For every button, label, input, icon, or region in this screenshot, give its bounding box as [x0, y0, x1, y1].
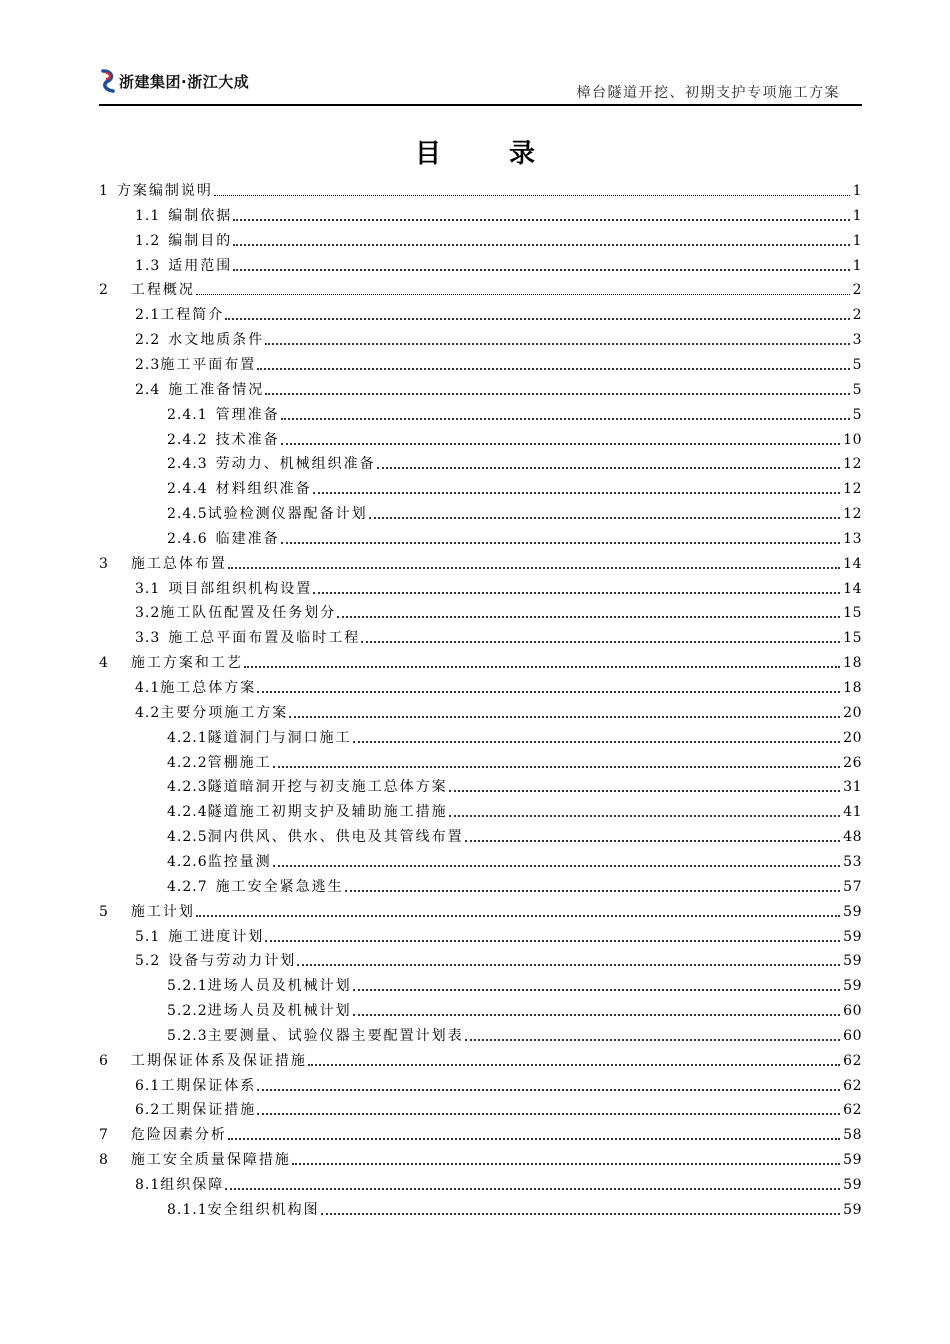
toc-entry[interactable]: [99, 200, 862, 225]
toc-entry[interactable]: [99, 548, 862, 573]
toc-entry-label: 工期保证体系: [160, 1077, 257, 1094]
toc-entry-label: 编制目的: [168, 232, 233, 249]
toc-dot-leader: [361, 641, 840, 643]
toc-entry-number: 4: [99, 655, 109, 672]
toc-entry-label: 主要分项施工方案: [160, 704, 289, 721]
toc-entry-number: 8.1.1: [167, 1201, 208, 1218]
toc-entry-number: 1: [99, 183, 109, 199]
toc-entry-page: 59: [843, 1152, 862, 1169]
page-header: [99, 64, 862, 106]
toc-entry[interactable]: [99, 225, 862, 250]
toc-entry[interactable]: [99, 597, 862, 622]
toc-entry[interactable]: [99, 1020, 862, 1045]
toc-entry-page: 62: [843, 1102, 862, 1119]
toc-entry-number: 3.1: [135, 580, 161, 597]
toc-dot-leader: [345, 890, 841, 892]
toc-entry-label: 劳动力、机械组织准备: [215, 456, 376, 473]
toc-entry-page: 48: [843, 829, 862, 846]
toc-entry-number: 3.3: [135, 630, 161, 647]
toc-entry[interactable]: [99, 747, 862, 772]
toc-dot-leader: [281, 418, 850, 420]
toc-entry[interactable]: [99, 448, 862, 473]
toc-entry-page: 53: [843, 853, 862, 870]
toc-entry-label: 工期保证体系及保证措施: [130, 1052, 307, 1069]
toc-entry-page: 57: [843, 878, 862, 895]
toc-entry[interactable]: [99, 1194, 862, 1219]
toc-entry[interactable]: [99, 647, 862, 672]
toc-dot-leader: [353, 1014, 841, 1016]
toc-dot-leader: [196, 294, 850, 295]
toc-dot-leader: [353, 989, 841, 991]
toc-dot-leader: [233, 269, 849, 271]
toc-entry[interactable]: [99, 349, 862, 374]
toc-entry-label: 施工总体布置: [130, 555, 227, 572]
toc-dot-leader: [308, 1064, 840, 1066]
toc-entry-label: 适用范围: [168, 257, 233, 274]
toc-entry-number: 4.2.6: [167, 853, 208, 870]
toc-entry-label: 施工安全紧急逃生: [215, 878, 344, 895]
toc-entry-label: 施工计划: [130, 903, 195, 920]
toc-entry-page: 1: [852, 232, 862, 249]
toc-entry[interactable]: [99, 846, 862, 871]
toc-entry-number: 2: [99, 282, 109, 299]
toc-entry[interactable]: [99, 523, 862, 548]
toc-dot-leader: [313, 492, 841, 494]
toc-entry-label: 组织保障: [160, 1177, 225, 1193]
toc-entry-page: 12: [843, 481, 862, 498]
toc-entry[interactable]: [99, 995, 862, 1020]
toc-entry-number: 2.1: [135, 307, 161, 324]
toc-entry-page: 1: [852, 183, 862, 199]
toc-entry[interactable]: [99, 921, 862, 946]
toc-entry[interactable]: [99, 796, 862, 821]
toc-entry-number: 2.3: [135, 356, 161, 373]
toc-entry-page: 26: [843, 754, 862, 771]
toc-entry[interactable]: [99, 1045, 862, 1070]
toc-dot-leader: [281, 443, 841, 445]
toc-entry-page: 1: [852, 207, 862, 224]
toc-entry-number: 4.2.4: [167, 804, 208, 821]
toc-entry-label: 洞内供风、供水、供电及其管线布置: [207, 829, 464, 846]
toc-entry-page: 2: [852, 307, 862, 324]
toc-entry-label: 主要测量、试验仪器主要配置计划表: [207, 1027, 464, 1044]
toc-entry-label: 编制依据: [168, 207, 233, 224]
logo-icon: [99, 69, 117, 93]
toc-entry[interactable]: [99, 1144, 862, 1169]
toc-dot-leader: [257, 1089, 840, 1091]
toc-entry-page: 2: [852, 282, 862, 299]
toc-entry-number: 1.2: [135, 232, 161, 249]
toc-entry[interactable]: [99, 1169, 862, 1194]
toc-entry-number: 2.2: [135, 332, 161, 349]
logo-text: 浙建集团·浙江大成: [119, 72, 250, 91]
toc-entry-page: 41: [843, 804, 862, 821]
toc-entry-number: 5.1: [135, 928, 161, 945]
toc-entry[interactable]: [99, 622, 862, 647]
toc-dot-leader: [257, 368, 849, 370]
toc-entry-number: 2.4.3: [167, 456, 208, 473]
toc-entry[interactable]: [99, 473, 862, 498]
toc-entry-label: 施工队伍配置及任务划分: [160, 605, 337, 622]
toc-entry[interactable]: [99, 274, 862, 299]
toc-dot-leader: [233, 244, 849, 246]
toc-entry[interactable]: [99, 1070, 862, 1095]
toc-entry[interactable]: [99, 324, 862, 349]
toc-entry-label: 工程简介: [160, 307, 225, 324]
toc-dot-leader: [337, 616, 840, 618]
toc-entry-label: 方案编制说明: [116, 183, 213, 199]
toc-entry[interactable]: [99, 399, 862, 424]
toc-entry-page: 15: [843, 605, 862, 622]
toc-entry-label: 监控量测: [207, 853, 272, 870]
toc-entry-number: 2.4.6: [167, 530, 208, 547]
toc-entry-label: 临建准备: [215, 530, 280, 547]
toc-entry-page: 5: [852, 406, 862, 423]
toc-entry-number: 2.4.1: [167, 406, 208, 423]
toc-entry-label: 设备与劳动力计划: [168, 953, 297, 970]
toc-entry-number: 2.4.5: [167, 506, 208, 523]
toc-dot-leader: [313, 592, 840, 594]
toc-entry-page: 59: [843, 928, 862, 945]
toc-dot-leader: [465, 840, 841, 842]
toc-entry-number: 7: [99, 1127, 109, 1144]
toc-dot-leader: [369, 517, 841, 519]
toc-entry-number: 6.2: [135, 1102, 161, 1119]
toc-entry[interactable]: [99, 970, 862, 995]
toc-dot-leader: [244, 666, 840, 668]
toc-entry-label: 材料组织准备: [215, 481, 312, 498]
toc-entry-label: 隧道洞门与洞口施工: [207, 729, 352, 746]
toc-entry[interactable]: [99, 1119, 862, 1144]
toc-entry-page: 58: [843, 1127, 862, 1144]
toc-entry-page: 59: [843, 1201, 862, 1218]
toc-entry[interactable]: [99, 299, 862, 324]
toc-entry[interactable]: [99, 771, 862, 796]
toc-entry-number: 8.1: [135, 1177, 161, 1193]
toc-entry-number: 8: [99, 1152, 109, 1169]
toc-entry-label: 试验检测仪器配备计划: [207, 506, 368, 523]
toc-entry-number: 5: [99, 903, 109, 920]
toc-dot-leader: [228, 1138, 840, 1140]
toc-entry[interactable]: [99, 1094, 862, 1119]
toc-dot-leader: [225, 1188, 840, 1190]
toc-entry-number: 5.2: [135, 953, 161, 970]
toc-entry-number: 4.2.2: [167, 754, 208, 771]
toc-entry-label: 技术准备: [215, 431, 280, 448]
toc-entry-page: 12: [843, 456, 862, 473]
toc-entry-label: 施工总体方案: [160, 680, 257, 696]
toc-entry-page: 62: [843, 1077, 862, 1094]
toc-entry-page: 20: [843, 704, 862, 721]
toc-entry-label: 危险因素分析: [130, 1127, 227, 1144]
toc-entry-page: 60: [843, 1003, 862, 1020]
toc-entry-label: 管理准备: [215, 406, 280, 423]
toc-dot-leader: [292, 1163, 840, 1165]
toc-entry[interactable]: [99, 250, 862, 275]
toc-entry-label: 工程概况: [130, 282, 195, 299]
toc-entry[interactable]: [99, 896, 862, 921]
toc-entry[interactable]: [99, 871, 862, 896]
toc-entry-label: 进场人员及机械计划: [207, 978, 352, 995]
toc-entry-page: 31: [843, 779, 862, 796]
toc-dot-leader: [377, 467, 841, 469]
toc-entry-label: 施工准备情况: [168, 381, 265, 398]
toc-entry-number: 4.1: [135, 680, 161, 696]
toc-entry-page: 18: [843, 680, 862, 696]
toc-entry-page: 10: [843, 431, 862, 448]
toc-entry-page: 5: [852, 356, 862, 373]
toc-dot-leader: [257, 1113, 840, 1115]
toc-entry-number: 6.1: [135, 1077, 161, 1094]
toc-dot-leader: [265, 940, 840, 942]
toc-entry-page: 14: [843, 555, 862, 572]
toc-entry[interactable]: [99, 722, 862, 747]
company-logo: [99, 68, 249, 94]
toc-entry[interactable]: [99, 498, 862, 523]
toc-entry-page: 15: [843, 630, 862, 647]
toc-entry[interactable]: [99, 573, 862, 598]
toc-dot-leader: [273, 865, 841, 867]
document-title: 樟台隧道开挖、初期支护专项施工方案: [576, 85, 840, 101]
toc-entry-number: 4.2: [135, 704, 161, 721]
toc-entry[interactable]: [99, 945, 862, 970]
toc-entry-page: 60: [843, 1027, 862, 1044]
toc-entry-page: 18: [843, 655, 862, 672]
toc-entry-label: 施工进度计划: [168, 928, 265, 945]
toc-entry-page: 59: [843, 978, 862, 995]
toc-entry[interactable]: [99, 175, 862, 200]
toc-entry-label: 施工方案和工艺: [130, 655, 243, 672]
toc-dot-leader: [257, 691, 840, 693]
toc-entry-number: 4.2.3: [167, 779, 208, 796]
toc-entry[interactable]: [99, 374, 862, 399]
toc-dot-leader: [196, 915, 840, 917]
toc-dot-leader: [214, 195, 850, 196]
toc-entry-number: 2.4: [135, 381, 161, 398]
toc-entry-number: 3.2: [135, 605, 161, 622]
toc-dot-leader: [233, 219, 849, 221]
toc-dot-leader: [225, 318, 849, 320]
toc-dot-leader: [281, 542, 841, 544]
toc-entry-page: 62: [843, 1052, 862, 1069]
toc-entry-number: 4.2.7: [167, 878, 208, 895]
toc-dot-leader: [265, 393, 849, 395]
toc-entry[interactable]: [99, 424, 862, 449]
toc-entry-label: 施工总平面布置及临时工程: [168, 630, 361, 647]
toc-entry-number: 1.3: [135, 257, 161, 274]
toc-entry-number: 4.2.5: [167, 829, 208, 846]
toc-dot-leader: [449, 815, 841, 817]
toc-entry-label: 管棚施工: [207, 754, 272, 771]
toc-dot-leader: [265, 343, 849, 345]
toc-dot-leader: [353, 741, 841, 743]
toc-dot-leader: [228, 567, 840, 569]
toc-entry[interactable]: [99, 672, 862, 697]
toc-entry-page: 14: [843, 580, 862, 597]
toc-entry-label: 施工平面布置: [160, 356, 257, 373]
toc-entry-label: 工期保证措施: [160, 1102, 257, 1119]
toc-entry-label: 隧道施工初期支护及辅助施工措施: [207, 804, 448, 821]
toc-entry-number: 6: [99, 1052, 109, 1069]
toc-entry-number: 5.2.1: [167, 978, 208, 995]
toc-entry-page: 20: [843, 729, 862, 746]
toc-dot-leader: [289, 716, 840, 718]
toc-entry-label: 水文地质条件: [168, 332, 265, 349]
toc-entry-number: 1.1: [135, 207, 161, 224]
toc-entry-number: 4.2.1: [167, 729, 208, 746]
toc-entry-number: 5.2.3: [167, 1027, 208, 1044]
toc-entry-page: 1: [852, 257, 862, 274]
toc-entry[interactable]: [99, 697, 862, 722]
toc-entry-page: 59: [843, 1177, 862, 1193]
toc-entry-page: 5: [852, 381, 862, 398]
toc-entry-page: 59: [843, 953, 862, 970]
toc-title: 目录: [414, 139, 603, 169]
toc-dot-leader: [273, 766, 841, 768]
toc-entry-page: 13: [843, 530, 862, 547]
toc-dot-leader: [297, 964, 840, 966]
toc-entry-number: 3: [99, 555, 109, 572]
toc-entry-label: 安全组织机构图: [207, 1201, 320, 1218]
toc-entry[interactable]: [99, 821, 862, 846]
toc-entry-number: 2.4.4: [167, 481, 208, 498]
toc-entry-number: 2.4.2: [167, 431, 208, 448]
toc-dot-leader: [449, 790, 841, 792]
toc-dot-leader: [321, 1213, 841, 1215]
toc-dot-leader: [465, 1039, 841, 1041]
toc-entry-label: 进场人员及机械计划: [207, 1003, 352, 1020]
toc-entry-page: 3: [852, 332, 862, 349]
toc-entry-label: 施工安全质量保障措施: [130, 1152, 291, 1169]
toc-entry-page: 12: [843, 506, 862, 523]
toc-entry-label: 隧道暗洞开挖与初支施工总体方案: [207, 779, 448, 796]
toc-entry-number: 5.2.2: [167, 1003, 208, 1020]
toc-entry-page: 59: [843, 903, 862, 920]
toc-entry-label: 项目部组织机构设置: [168, 580, 313, 597]
